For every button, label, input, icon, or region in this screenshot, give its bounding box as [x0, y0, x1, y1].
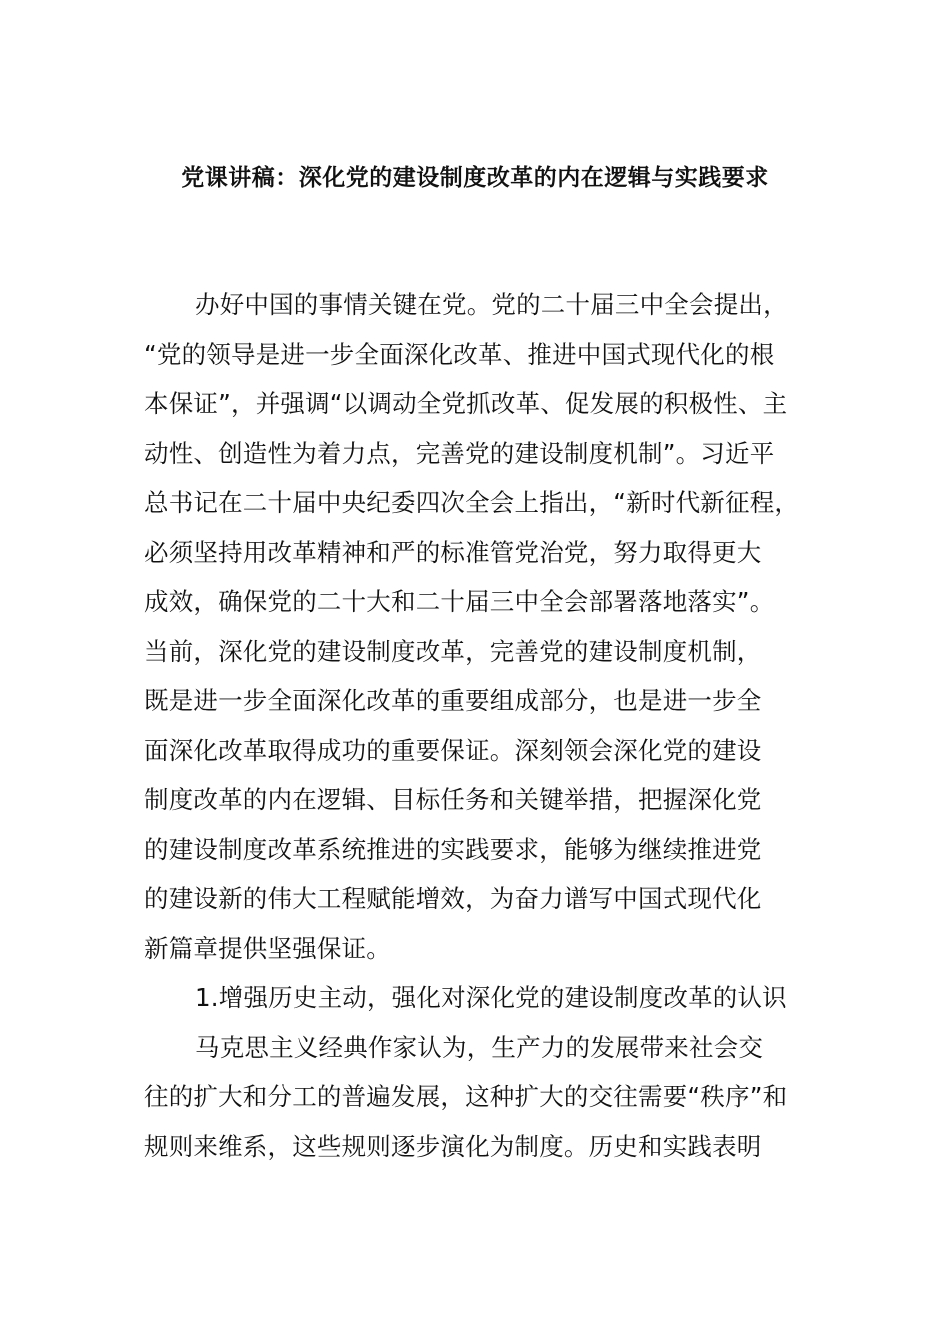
paragraph-line: 往的扩大和分工的普遍发展，这种扩大的交往需要“秩序”和 [144, 1082, 788, 1111]
paragraph-line: 规则来维系，这些规则逐步演化为制度。历史和实践表明 [144, 1131, 762, 1161]
paragraph-line: 动性、创造性为着力点，完善党的建设制度机制”。习近平 [144, 438, 775, 468]
paragraph-line: 必须坚持用改革精神和严的标准管党治党，努力取得更大 [144, 537, 762, 567]
paragraph-line: 的建设制度改革系统推进的实践要求，能够为继续推进党 [144, 834, 762, 864]
document-title: 党课讲稿：深化党的建设制度改革的内在逻辑与实践要求 [181, 165, 769, 191]
paragraph-line: 面深化改革取得成功的重要保证。深刻领会深化党的建设 [144, 735, 762, 765]
document-body [144, 280, 834, 1171]
paragraph-line: 的建设新的伟大工程赋能增效，为奋力谱写中国式现代化 [144, 884, 762, 913]
paragraph-line: 成效，确保党的二十大和二十届三中全会部署落地落实”。 [144, 587, 775, 616]
paragraph-line: 当前，深化党的建设制度改革，完善党的建设制度机制， [144, 636, 762, 666]
paragraph-line: “党的领导是进一步全面深化改革、推进中国式现代化的根 [144, 339, 775, 369]
paragraph-line: 办好中国的事情关键在党。党的二十届三中全会提出， [195, 290, 788, 319]
paragraph-line: 制度改革的内在逻辑、目标任务和关键举措，把握深化党 [144, 785, 762, 814]
paragraph-line: 马克思主义经典作家认为，生产力的发展带来社会交 [195, 1032, 764, 1062]
paragraph-line: 本保证”，并强调“以调动全党抓改革、促发展的积极性、主 [144, 389, 788, 418]
section-heading: 1.增强历史主动，强化对深化党的建设制度改革的认识 [195, 983, 787, 1012]
paragraph-line: 既是进一步全面深化改革的重要组成部分，也是进一步全 [144, 686, 762, 715]
paragraph-line: 总书记在二十届中央纪委四次全会上指出，“新时代新征程， [144, 488, 800, 517]
paragraph-line: 新篇章提供坚强保证。 [144, 933, 391, 963]
